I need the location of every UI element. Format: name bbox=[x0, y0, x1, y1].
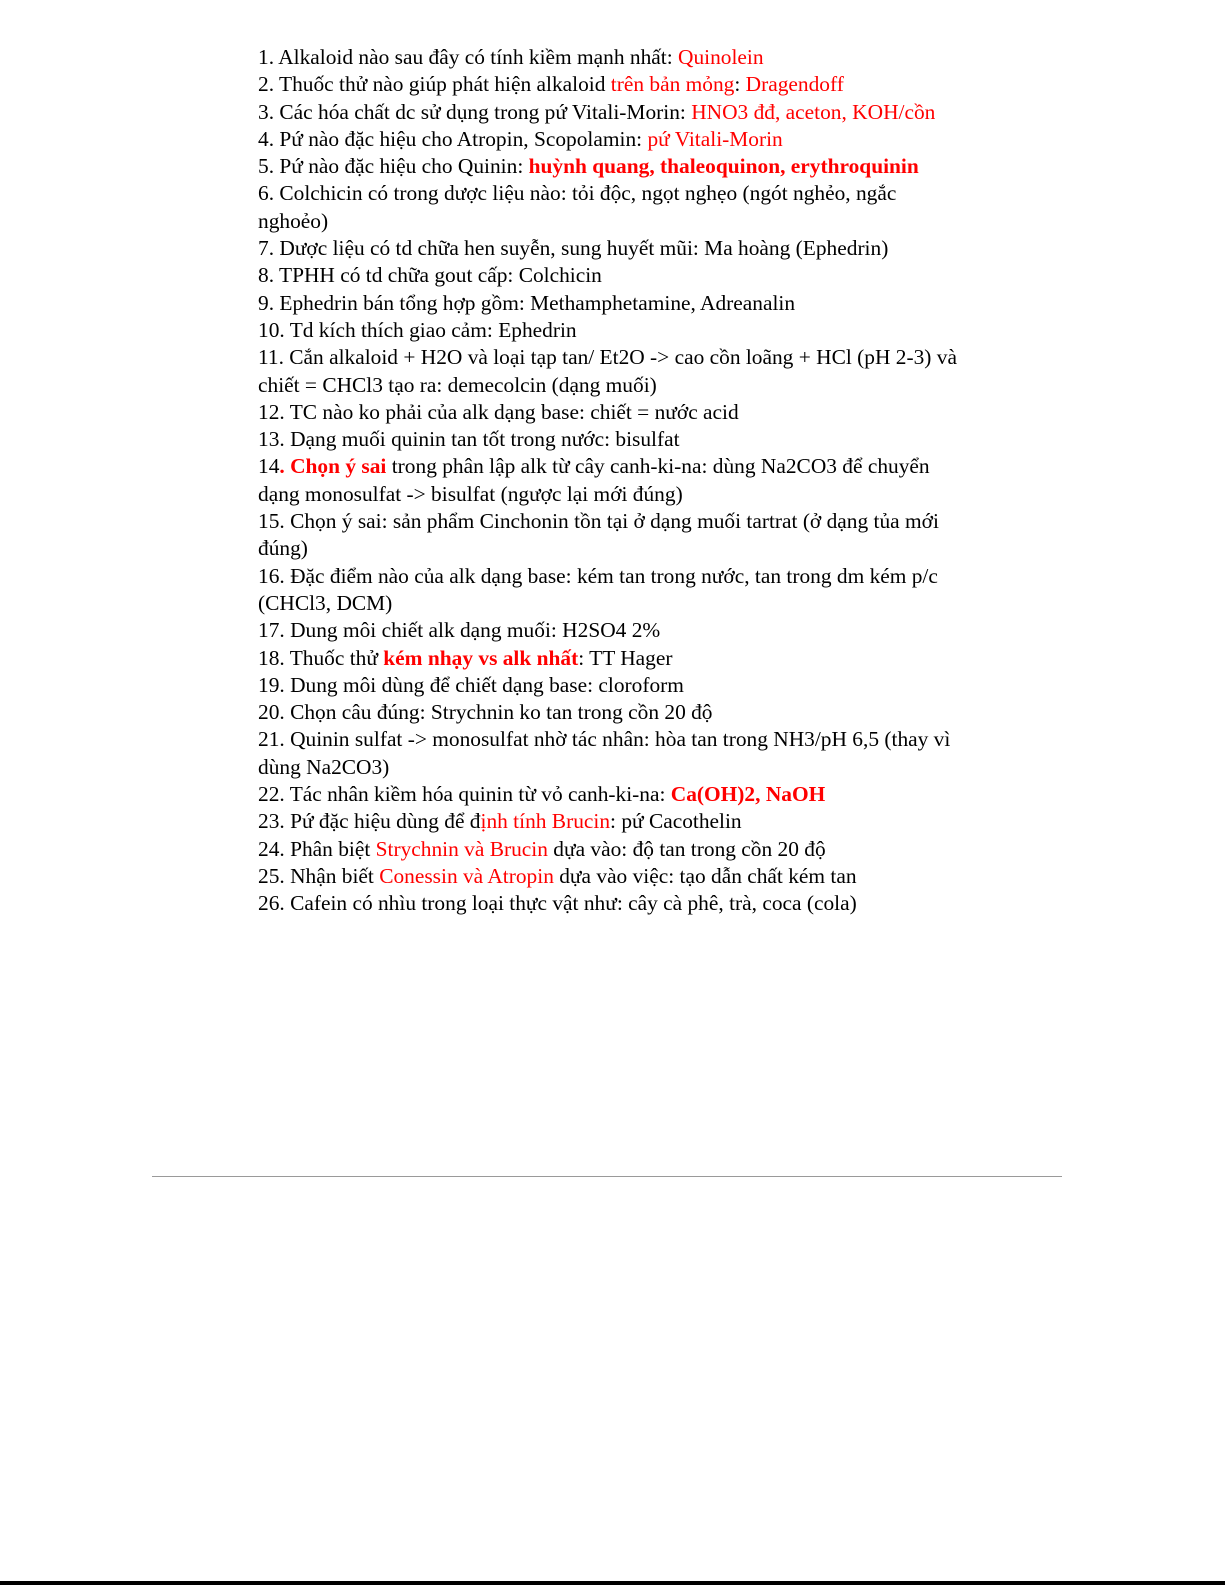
list-item bbox=[258, 645, 958, 672]
item-text: 14 bbox=[258, 454, 280, 479]
list-item bbox=[258, 453, 958, 508]
item-highlight-text: Strychnin và Brucin bbox=[375, 836, 548, 861]
item-text: 4. Pứ nào đặc hiệu cho Atropin, Scopolamin: bbox=[258, 126, 648, 151]
item-text: 19. Dung môi dùng để chiết dạng base: cloroform bbox=[258, 672, 684, 697]
item-highlight-text: Quinolein bbox=[678, 45, 764, 69]
list-item bbox=[258, 863, 958, 890]
list-item bbox=[258, 44, 958, 71]
page-divider bbox=[152, 1176, 1062, 1177]
item-text: 1. Alkaloid nào sau đây có tính kiềm mạnh nhất: bbox=[258, 45, 679, 69]
list-item bbox=[258, 563, 958, 618]
item-text: 15. Chọn ý sai: sản phẩm Cinchonin tồn tại ở dạng muối tartrat (ở dạng tủa mới đúng) bbox=[258, 509, 939, 561]
list-item bbox=[258, 290, 958, 317]
item-highlight-text: . Chọn ý sai bbox=[279, 454, 387, 479]
list-item bbox=[258, 71, 958, 98]
item-text: 11. Cắn alkaloid + H2O và loại tạp tan/ Et2O -> cao cồn loãng + HCl (pH 2-3) và chiết = CHCl3 tạo ra: demecolcin (dạng muối) bbox=[258, 345, 957, 397]
item-text: 16. Đặc điểm nào của alk dạng base: kém tan trong nước, tan trong dm kém p/c (CHCl3, DCM) bbox=[258, 563, 938, 615]
list-item bbox=[258, 836, 958, 863]
item-text: 2. Thuốc thử nào giúp phát hiện alkaloid bbox=[258, 72, 611, 97]
list-item bbox=[258, 672, 958, 699]
item-text: 9. Ephedrin bán tổng hợp gồm: Methamphetamine, Adreanalin bbox=[258, 290, 796, 315]
item-highlight-text: ịnh tính Brucin bbox=[480, 809, 611, 834]
item-text: : bbox=[734, 72, 746, 97]
list-item bbox=[258, 781, 958, 808]
item-text: 23. Pứ đặc hiệu dùng để đ bbox=[258, 809, 481, 834]
list-item bbox=[258, 344, 958, 399]
question-list bbox=[258, 44, 958, 918]
item-text: trong phân lập alk từ cây canh-ki-na: dùng Na2CO3 để chuyển dạng monosulfat -> bisulfat (ngược lại mới đúng) bbox=[258, 454, 930, 506]
item-highlight-text: pứ Vitali-Morin bbox=[647, 126, 783, 151]
item-text: 24. Phân biệt bbox=[258, 836, 376, 861]
list-item bbox=[258, 317, 958, 344]
list-item bbox=[258, 126, 958, 153]
item-text: 25. Nhận biết bbox=[258, 863, 380, 888]
item-text: : pứ Cacothelin bbox=[610, 809, 742, 834]
item-highlight-text: kém nhạy vs alk nhất bbox=[383, 645, 579, 670]
list-item bbox=[258, 235, 958, 262]
page-bottom-edge bbox=[0, 1581, 1225, 1585]
item-highlight-text: HNO3 đđ, aceton, KOH/cồn bbox=[691, 99, 936, 124]
item-text: 22. Tác nhân kiềm hóa quinin từ vỏ canh-ki-na: bbox=[258, 782, 671, 807]
list-item bbox=[258, 508, 958, 563]
item-text: 3. Các hóa chất dc sử dụng trong pứ Vitali-Morin: bbox=[258, 99, 692, 124]
item-text: 12. TC nào ko phải của alk dạng base: chiết = nước acid bbox=[258, 399, 739, 424]
item-text: : TT Hager bbox=[578, 645, 673, 670]
list-item bbox=[258, 699, 958, 726]
list-item bbox=[258, 890, 958, 917]
item-text: 26. Cafein có nhìu trong loại thực vật như: cây cà phê, trà, coca (cola) bbox=[258, 891, 857, 916]
item-text: 17. Dung môi chiết alk dạng muối: H2SO4 2% bbox=[258, 618, 661, 643]
item-text: 18. Thuốc thử bbox=[258, 645, 384, 670]
item-text: 8. TPHH có td chữa gout cấp: Colchicin bbox=[258, 263, 602, 288]
list-item bbox=[258, 99, 958, 126]
list-item bbox=[258, 180, 958, 235]
item-text: 6. Colchicin có trong dược liệu nào: tỏi độc, ngọt nghẹo (ngót nghẻo, ngắc nghoẻo) bbox=[258, 181, 897, 233]
list-item bbox=[258, 399, 958, 426]
item-text: dựa vào việc: tạo dẫn chất kém tan bbox=[553, 863, 857, 888]
item-highlight-text: Ca(OH)2, NaOH bbox=[670, 782, 826, 807]
item-text: 21. Quinin sulfat -> monosulfat nhờ tác nhân: hòa tan trong NH3/pH 6,5 (thay vì dùng Na2CO3) bbox=[258, 727, 951, 779]
list-item bbox=[258, 617, 958, 644]
item-highlight-text: trên bản mỏng bbox=[610, 72, 735, 97]
item-text: 13. Dạng muối quinin tan tốt trong nước: bisulfat bbox=[258, 427, 680, 452]
item-highlight-text: huỳnh quang, thaleoquinon, erythroquinin bbox=[528, 154, 919, 179]
item-highlight-text: Conessin và Atropin bbox=[379, 863, 554, 888]
item-text: 10. Td kích thích giao cảm: Ephedrin bbox=[258, 317, 577, 342]
item-text: 7. Dược liệu có td chữa hen suyễn, sung huyết mũi: Ma hoàng (Ephedrin) bbox=[258, 236, 889, 261]
list-item bbox=[258, 808, 958, 835]
item-text: dựa vào: độ tan trong cồn 20 độ bbox=[547, 836, 826, 861]
item-highlight-text: Dragendoff bbox=[745, 72, 844, 97]
list-item bbox=[258, 726, 958, 781]
list-item bbox=[258, 153, 958, 180]
list-item bbox=[258, 262, 958, 289]
item-text: 20. Chọn câu đúng: Strychnin ko tan trong cồn 20 độ bbox=[258, 700, 713, 725]
item-text: 5. Pứ nào đặc hiệu cho Quinin: bbox=[258, 154, 529, 179]
list-item bbox=[258, 426, 958, 453]
